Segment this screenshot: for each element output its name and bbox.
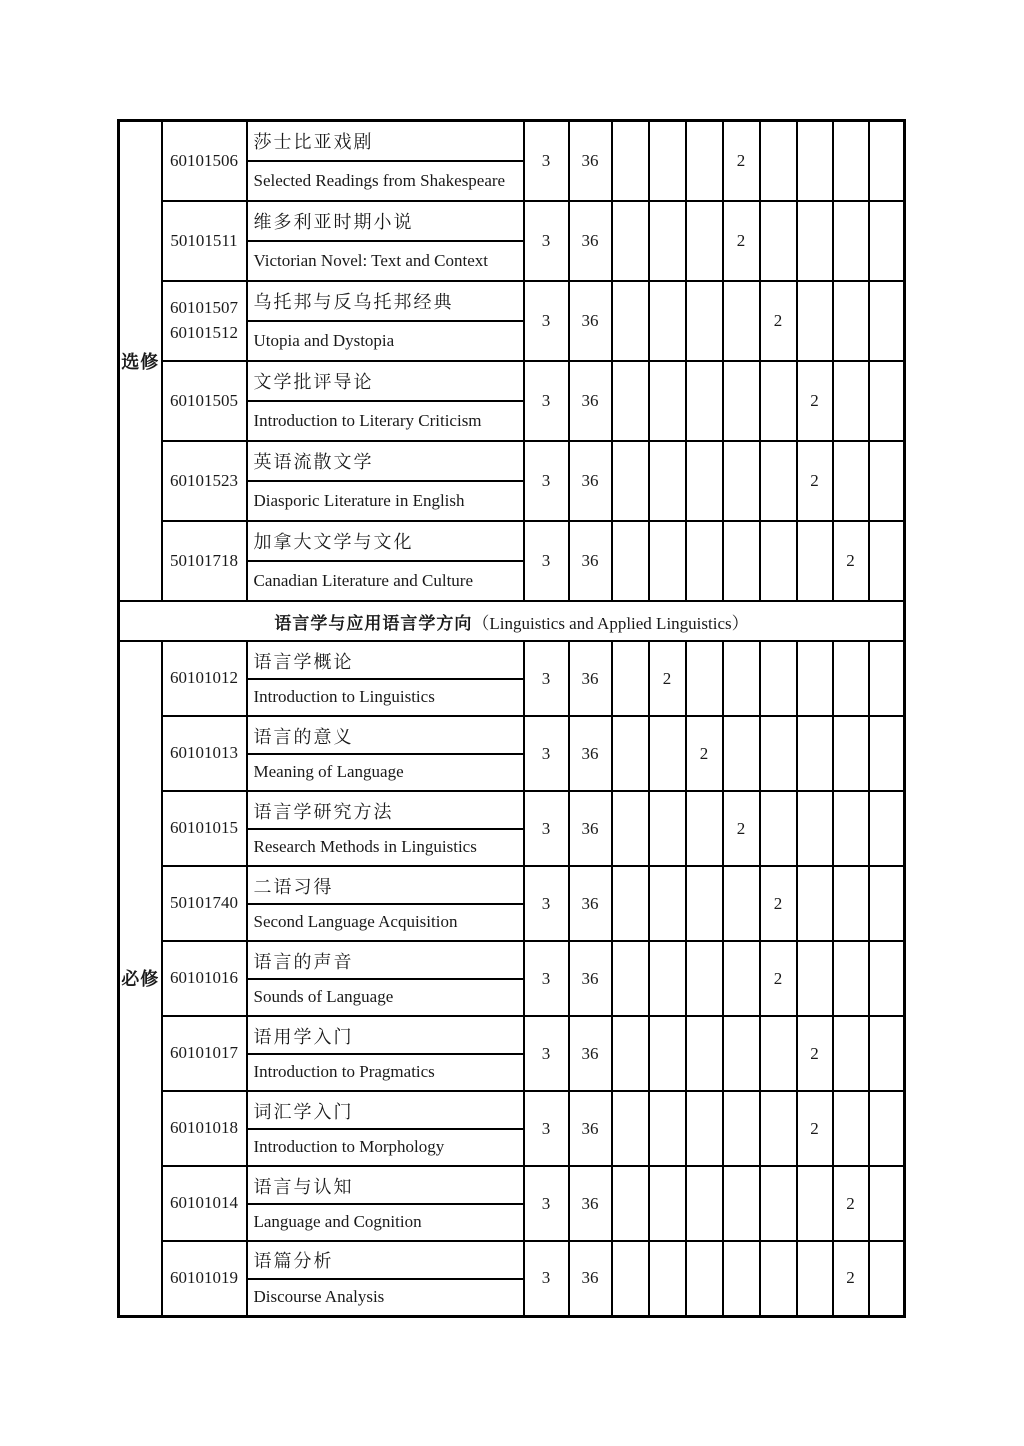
- course-name-zh: 语言与认知: [248, 1168, 523, 1205]
- semester-5-cell: [760, 121, 797, 202]
- semester-8-cell: [869, 1241, 905, 1316]
- credits-cell: 3: [524, 641, 569, 716]
- semester-5-cell: [760, 716, 797, 791]
- category-cell: 必修: [119, 641, 162, 1316]
- semester-7-cell: [833, 791, 869, 866]
- credits-cell: 3: [524, 716, 569, 791]
- course-row: [119, 1241, 905, 1316]
- semester-6-cell: [797, 866, 833, 941]
- direction-title-zh: 语言学与应用语言学方向: [274, 613, 473, 633]
- semester-1-cell: [612, 1241, 649, 1316]
- course-code: 60101015: [170, 818, 238, 838]
- course-name-cell: [247, 201, 524, 281]
- semester-1-cell: [612, 641, 649, 716]
- credits-cell: 3: [524, 791, 569, 866]
- course-row: [119, 201, 905, 281]
- semester-7-weekly-hours: 2: [833, 1166, 869, 1241]
- credits-cell: 3: [524, 1016, 569, 1091]
- course-name-cell: [247, 121, 524, 202]
- course-name-zh: 英语流散文学: [248, 442, 523, 482]
- course-row: [119, 1166, 905, 1241]
- course-name-en: Utopia and Dystopia: [253, 331, 395, 350]
- course-name-zh: 莎士比亚戏剧: [248, 122, 523, 162]
- semester-8-cell: [869, 121, 905, 202]
- curriculum-table: [117, 119, 906, 1318]
- semester-1-cell: [612, 441, 649, 521]
- course-name-en: Canadian Literature and Culture: [253, 571, 473, 590]
- course-code: 60101505: [170, 390, 238, 410]
- semester-5-cell: [760, 1016, 797, 1091]
- semester-4-weekly-hours: 2: [723, 121, 760, 202]
- semester-7-cell: [833, 201, 869, 281]
- course-code: 60101014: [170, 1193, 238, 1213]
- semester-3-cell: [686, 201, 723, 281]
- semester-2-cell: [649, 361, 686, 441]
- course-code: 60101016: [170, 968, 238, 988]
- course-code: 60101507: [170, 298, 238, 318]
- course-code-cell: [162, 201, 247, 281]
- semester-1-cell: [612, 1166, 649, 1241]
- semester-2-cell: [649, 866, 686, 941]
- semester-3-cell: [686, 941, 723, 1016]
- course-code-cell: [162, 361, 247, 441]
- semester-1-cell: [612, 281, 649, 361]
- course-name-cell: [247, 361, 524, 441]
- semester-4-cell: [723, 281, 760, 361]
- hours-cell: 36: [569, 866, 612, 941]
- course-code: 60101013: [170, 743, 238, 763]
- hours-cell: 36: [569, 716, 612, 791]
- course-code-cell: [162, 1241, 247, 1316]
- semester-3-cell: [686, 441, 723, 521]
- semester-8-cell: [869, 521, 905, 601]
- course-name-cell: [247, 941, 524, 1016]
- course-code: 50101511: [170, 230, 238, 250]
- semester-1-cell: [612, 866, 649, 941]
- course-name-cell: [247, 441, 524, 521]
- credits-cell: 3: [524, 1241, 569, 1316]
- semester-8-cell: [869, 201, 905, 281]
- course-name-cell: [247, 716, 524, 791]
- semester-6-weekly-hours: 2: [797, 1016, 833, 1091]
- direction-title-en: （Linguistics and Applied Linguistics）: [472, 613, 749, 633]
- semester-8-cell: [869, 791, 905, 866]
- hours-cell: 36: [569, 361, 612, 441]
- course-code-cell: [162, 1166, 247, 1241]
- course-name-zh: 语篇分析: [248, 1243, 523, 1280]
- semester-4-cell: [723, 1166, 760, 1241]
- course-code: 60101018: [170, 1118, 238, 1138]
- course-name-en: Selected Readings from Shakespeare: [253, 171, 506, 190]
- course-code-cell: [162, 441, 247, 521]
- semester-5-weekly-hours: 2: [760, 866, 797, 941]
- semester-8-cell: [869, 866, 905, 941]
- course-code: 60101017: [170, 1043, 238, 1063]
- semester-4-cell: [723, 941, 760, 1016]
- semester-1-cell: [612, 361, 649, 441]
- semester-8-cell: [869, 1016, 905, 1091]
- category-cell: 选修: [119, 121, 162, 602]
- semester-2-cell: [649, 1166, 686, 1241]
- hours-cell: 36: [569, 121, 612, 202]
- semester-1-cell: [612, 1016, 649, 1091]
- hours-cell: 36: [569, 521, 612, 601]
- course-name-cell: [247, 1241, 524, 1316]
- course-code: 60101506: [170, 150, 238, 170]
- semester-5-cell: [760, 521, 797, 601]
- semester-6-weekly-hours: 2: [797, 361, 833, 441]
- course-name-cell: [247, 866, 524, 941]
- course-name-en: Introduction to Linguistics: [253, 687, 435, 706]
- direction-header-row: [119, 601, 905, 641]
- course-name-cell: [247, 1166, 524, 1241]
- credits-cell: 3: [524, 1166, 569, 1241]
- semester-2-cell: [649, 441, 686, 521]
- course-row: [119, 866, 905, 941]
- semester-4-cell: [723, 1241, 760, 1316]
- semester-3-cell: [686, 1166, 723, 1241]
- course-row: [119, 281, 905, 361]
- course-row: [119, 641, 905, 716]
- course-name-cell: [247, 791, 524, 866]
- course-code-cell: [162, 716, 247, 791]
- course-code-cell: [162, 281, 247, 361]
- semester-5-cell: [760, 201, 797, 281]
- semester-1-cell: [612, 521, 649, 601]
- semester-5-cell: [760, 641, 797, 716]
- semester-2-cell: [649, 281, 686, 361]
- credits-cell: 3: [524, 201, 569, 281]
- hours-cell: 36: [569, 1241, 612, 1316]
- course-row: [119, 791, 905, 866]
- semester-7-cell: [833, 121, 869, 202]
- semester-6-cell: [797, 521, 833, 601]
- semester-7-cell: [833, 941, 869, 1016]
- semester-6-cell: [797, 121, 833, 202]
- course-row: [119, 121, 905, 202]
- course-name-zh: 语言的意义: [248, 718, 523, 755]
- semester-6-cell: [797, 641, 833, 716]
- credits-cell: 3: [524, 281, 569, 361]
- semester-3-cell: [686, 641, 723, 716]
- semester-4-cell: [723, 716, 760, 791]
- semester-2-cell: [649, 1241, 686, 1316]
- hours-cell: 36: [569, 641, 612, 716]
- course-code-cell: [162, 521, 247, 601]
- course-row: [119, 716, 905, 791]
- semester-7-weekly-hours: 2: [833, 1241, 869, 1316]
- semester-2-cell: [649, 521, 686, 601]
- semester-3-cell: [686, 1091, 723, 1166]
- semester-2-cell: [649, 1091, 686, 1166]
- course-code: 60101523: [170, 470, 238, 490]
- direction-header-cell: [119, 601, 905, 641]
- semester-3-cell: [686, 1016, 723, 1091]
- credits-cell: 3: [524, 361, 569, 441]
- course-name-zh: 文学批评导论: [248, 362, 523, 402]
- semester-1-cell: [612, 1091, 649, 1166]
- semester-6-cell: [797, 281, 833, 361]
- semester-7-cell: [833, 1016, 869, 1091]
- semester-6-weekly-hours: 2: [797, 441, 833, 521]
- semester-4-weekly-hours: 2: [723, 201, 760, 281]
- course-name-cell: [247, 641, 524, 716]
- semester-4-cell: [723, 1016, 760, 1091]
- semester-4-cell: [723, 641, 760, 716]
- semester-6-cell: [797, 716, 833, 791]
- semester-7-cell: [833, 641, 869, 716]
- hours-cell: 36: [569, 941, 612, 1016]
- course-code: 60101012: [170, 668, 238, 688]
- semester-5-weekly-hours: 2: [760, 281, 797, 361]
- course-name-zh: 乌托邦与反乌托邦经典: [248, 282, 523, 322]
- semester-7-cell: [833, 866, 869, 941]
- course-row: [119, 361, 905, 441]
- semester-4-cell: [723, 521, 760, 601]
- semester-7-cell: [833, 716, 869, 791]
- course-name-zh: 语言学研究方法: [248, 793, 523, 830]
- semester-6-cell: [797, 1166, 833, 1241]
- semester-1-cell: [612, 716, 649, 791]
- semester-8-cell: [869, 641, 905, 716]
- semester-4-cell: [723, 361, 760, 441]
- semester-8-cell: [869, 941, 905, 1016]
- course-name-zh: 词汇学入门: [248, 1093, 523, 1130]
- course-name-en: Victorian Novel: Text and Context: [253, 251, 488, 270]
- hours-cell: 36: [569, 201, 612, 281]
- course-code-cell: [162, 941, 247, 1016]
- hours-cell: 36: [569, 441, 612, 521]
- semester-5-cell: [760, 361, 797, 441]
- semester-4-cell: [723, 866, 760, 941]
- course-code-cell: [162, 121, 247, 202]
- course-name-en: Discourse Analysis: [253, 1286, 385, 1306]
- course-name-zh: 语言学概论: [248, 643, 523, 680]
- semester-8-cell: [869, 716, 905, 791]
- curriculum-table-body: [119, 121, 905, 1317]
- semester-8-cell: [869, 441, 905, 521]
- semester-3-cell: [686, 121, 723, 202]
- semester-7-cell: [833, 1091, 869, 1166]
- course-name-zh: 语言的声音: [248, 943, 523, 980]
- semester-8-cell: [869, 1091, 905, 1166]
- course-name-cell: [247, 281, 524, 361]
- course-name-en: Introduction to Pragmatics: [253, 1062, 435, 1081]
- course-name-en: Language and Cognition: [253, 1212, 422, 1231]
- semester-7-cell: [833, 281, 869, 361]
- course-code-cell: [162, 866, 247, 941]
- semester-1-cell: [612, 941, 649, 1016]
- course-name-cell: [247, 1091, 524, 1166]
- semester-7-cell: [833, 441, 869, 521]
- semester-3-cell: [686, 521, 723, 601]
- course-code-cell: [162, 1016, 247, 1091]
- semester-2-cell: [649, 791, 686, 866]
- credits-cell: 3: [524, 1091, 569, 1166]
- semester-5-cell: [760, 1166, 797, 1241]
- course-code: 60101512: [170, 323, 238, 342]
- semester-5-weekly-hours: 2: [760, 941, 797, 1016]
- semester-4-cell: [723, 1091, 760, 1166]
- semester-2-cell: [649, 716, 686, 791]
- semester-3-cell: [686, 361, 723, 441]
- hours-cell: 36: [569, 1091, 612, 1166]
- course-code-cell: [162, 641, 247, 716]
- semester-1-cell: [612, 201, 649, 281]
- semester-7-cell: [833, 361, 869, 441]
- hours-cell: 36: [569, 1166, 612, 1241]
- semester-1-cell: [612, 791, 649, 866]
- course-name-en: Meaning of Language: [253, 762, 404, 781]
- semester-5-cell: [760, 791, 797, 866]
- semester-2-cell: [649, 201, 686, 281]
- hours-cell: 36: [569, 281, 612, 361]
- semester-5-cell: [760, 441, 797, 521]
- semester-7-weekly-hours: 2: [833, 521, 869, 601]
- course-name-en: Introduction to Morphology: [253, 1137, 445, 1156]
- course-name-en: Sounds of Language: [253, 987, 394, 1006]
- semester-2-cell: [649, 941, 686, 1016]
- semester-3-cell: [686, 281, 723, 361]
- course-name-cell: [247, 521, 524, 601]
- course-row: [119, 1091, 905, 1166]
- semester-8-cell: [869, 281, 905, 361]
- course-row: [119, 1016, 905, 1091]
- course-name-en: Diasporic Literature in English: [253, 491, 465, 510]
- course-name-zh: 维多利亚时期小说: [248, 202, 523, 242]
- semester-6-weekly-hours: 2: [797, 1091, 833, 1166]
- credits-cell: 3: [524, 941, 569, 1016]
- course-code-cell: [162, 791, 247, 866]
- course-name-zh: 二语习得: [248, 868, 523, 905]
- semester-6-cell: [797, 941, 833, 1016]
- semester-6-cell: [797, 1241, 833, 1316]
- semester-2-cell: [649, 1016, 686, 1091]
- credits-cell: 3: [524, 866, 569, 941]
- hours-cell: 36: [569, 1016, 612, 1091]
- semester-3-weekly-hours: 2: [686, 716, 723, 791]
- course-row: [119, 521, 905, 601]
- course-name-zh: 加拿大文学与文化: [248, 522, 523, 562]
- semester-4-cell: [723, 441, 760, 521]
- semester-6-cell: [797, 791, 833, 866]
- hours-cell: 36: [569, 791, 612, 866]
- course-row: [119, 441, 905, 521]
- semester-5-cell: [760, 1091, 797, 1166]
- semester-4-weekly-hours: 2: [723, 791, 760, 866]
- course-row: [119, 941, 905, 1016]
- course-name-zh: 语用学入门: [248, 1018, 523, 1055]
- credits-cell: 3: [524, 121, 569, 202]
- course-name-en: Introduction to Literary Criticism: [253, 411, 482, 430]
- semester-3-cell: [686, 791, 723, 866]
- credits-cell: 3: [524, 521, 569, 601]
- semester-8-cell: [869, 361, 905, 441]
- semester-3-cell: [686, 866, 723, 941]
- credits-cell: 3: [524, 441, 569, 521]
- semester-5-cell: [760, 1241, 797, 1316]
- semester-2-weekly-hours: 2: [649, 641, 686, 716]
- course-name-cell: [247, 1016, 524, 1091]
- course-name-en: Second Language Acquisition: [253, 912, 458, 931]
- course-name-en: Research Methods in Linguistics: [253, 837, 477, 856]
- semester-8-cell: [869, 1166, 905, 1241]
- semester-6-cell: [797, 201, 833, 281]
- semester-2-cell: [649, 121, 686, 202]
- semester-1-cell: [612, 121, 649, 202]
- course-code: 60101019: [170, 1267, 238, 1287]
- course-code-cell: [162, 1091, 247, 1166]
- semester-3-cell: [686, 1241, 723, 1316]
- course-code: 50101718: [170, 550, 238, 570]
- course-code: 50101740: [170, 893, 238, 913]
